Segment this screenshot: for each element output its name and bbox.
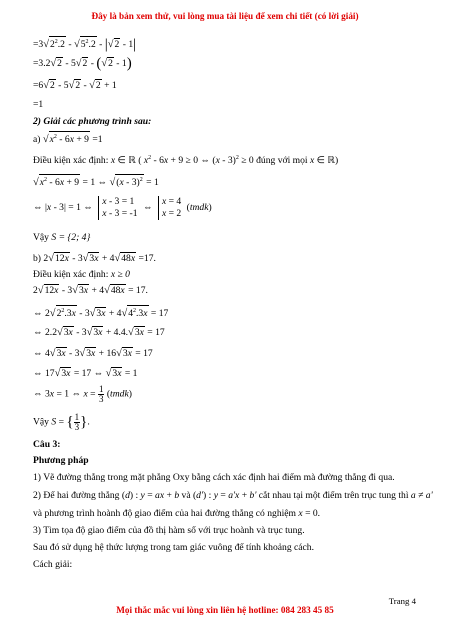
part-b-conclusion: Vậy S = { $\frac{1}{3}$ }. — [33, 412, 90, 432]
part-a-step-2: ⇔ |x - 3| = 1 ⇔ x - 3 = 1 x - 3 = -1 ⇔ x = 4 x = 2 (tmdk) — [33, 196, 212, 219]
page-number: Trang 4 — [388, 596, 416, 606]
solution-heading: Cách giải: — [33, 559, 73, 570]
part-a-conclusion: Vậy S = {2; 4} — [33, 232, 91, 243]
part-b-step-5: ⇔ 17√3x = 17 ⇔ √3x = 1 — [33, 368, 138, 379]
method-heading: Phương pháp — [33, 455, 89, 466]
method-step-2-cont: và phương trình hoành độ giao điểm của hai đường thẳng có nghiệm x = 0. — [33, 508, 321, 519]
part-b-step-1: 2√12x - 3√3x + 4√48x = 17. — [33, 285, 148, 296]
part-a-step-1: $√x^2 - 6x + 9 = 1$ ⇔ √(x - 3)$^2$ = 1 — [33, 174, 159, 189]
section-2-heading: 2) Giải các phương trình sau: — [33, 116, 152, 127]
question-3-heading: Câu 3: — [33, 439, 61, 450]
calc-line-2: =3.2√2 - 5√2 - (√2 - 1) — [33, 55, 132, 72]
calc-line-3: =6√2 - 5√2 - √2 + 1 — [33, 80, 117, 91]
method-step-3: 3) Tìm tọa độ giao điểm của đồ thị hàm số với trục hoành và trục tung. — [33, 525, 305, 536]
method-step-1: 1) Vẽ đường thẳng trong mặt phẳng Oxy bằng cách xác định hai điểm mà đường thẳng đi qua. — [33, 472, 395, 483]
part-b-equation: b) 2√12x - 3√3x + 4√48x =17. — [33, 253, 156, 264]
part-b-step-2: ⇔ $2√2^2.3x - 3√3x + 4√4^2.3x = 17$ — [33, 305, 168, 320]
calc-result: =1 — [33, 99, 44, 110]
preview-banner: Đây là bản xem thử, vui lòng mua tài liệu để xem chi tiết (có lời giải) — [91, 11, 359, 21]
calc-line-1: $=3√2^2.2 - √5^2.2 - |√2 - 1|$ — [33, 36, 137, 53]
part-b-step-6: ⇔ 3x = 1 ⇔ x = $\frac{1}{3}$ (tmdk) — [33, 384, 132, 404]
method-step-2: 2) Để hai đường thẳng (d) : y = ax + b và (d') : y = a'x + b' cắt nhau tại một điểm trên trục tung thì a ≠ a' — [33, 490, 433, 501]
part-b-condition: Điều kiện xác định: x ≥ 0 — [33, 269, 130, 280]
part-a-condition: Điều kiện xác định: x ∈ ℝ ( $x^2 - 6x + 9 \ge 0$ ⇔ (x - 3)$^2$ ≥ 0 đúng với mọi x ∈ ℝ) — [33, 155, 339, 167]
hotline-footer: Mọi thắc mắc vui lòng xin liên hệ hotline: 084 283 45 85 — [116, 605, 334, 615]
part-b-step-3: ⇔ 2.2√3x - 3√3x + 4.4.√3x = 17 — [33, 327, 165, 338]
part-b-step-4: ⇔ 4√3x - 3√3x + 16√3x = 17 — [33, 348, 153, 359]
method-step-3-cont: Sau đó sử dụng hệ thức lượng trong tam giác vuông để tính khoảng cách. — [33, 542, 314, 553]
part-a-equation: a) $√x^2 - 6x + 9 =1$ — [33, 131, 103, 146]
